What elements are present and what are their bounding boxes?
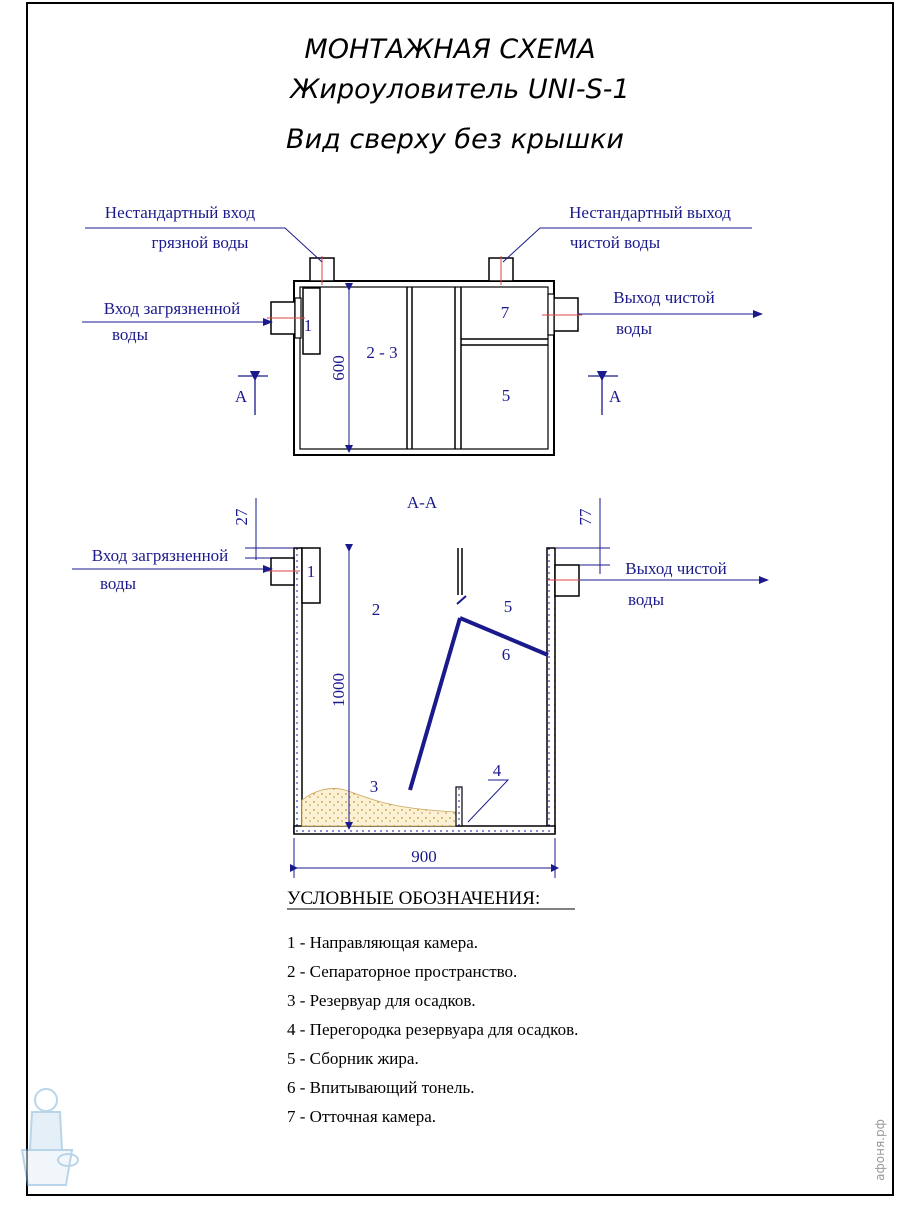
label-plan-inlet-2: воды: [112, 325, 148, 344]
section-label-6: 6: [501, 645, 511, 664]
label-section-outlet-1: Выход чистой: [625, 559, 727, 578]
section-mark-right: A: [608, 387, 622, 406]
section-mark-left: A: [234, 387, 248, 406]
legend-item: 4 - Перегородка резервуара для осадков.: [287, 1020, 579, 1039]
section-label-5: 5: [503, 597, 513, 616]
legend-item: 7 - Отточная камера.: [287, 1107, 437, 1126]
label-section-inlet-1: Вход загрязненной: [91, 546, 229, 565]
legend-title: УСЛОВНЫЕ ОБОЗНАЧЕНИЯ:: [287, 888, 541, 909]
section-dim-900: 900: [411, 847, 437, 866]
section-view: [72, 493, 768, 878]
section-label-1: 1: [306, 562, 316, 581]
label-section-inlet-2: воды: [100, 574, 136, 593]
section-bottom: [294, 826, 555, 834]
label-nonstd-outlet-2: чистой воды: [569, 233, 661, 252]
section-label-3: 3: [369, 777, 379, 796]
section-sediment-partition: [456, 787, 462, 826]
section-label-4: 4: [492, 761, 502, 780]
label-plan-outlet-2: воды: [616, 319, 652, 338]
section-dim-77: 77: [576, 508, 595, 526]
label-plan-outlet-1: Выход чистой: [613, 288, 715, 307]
watermark-text: афоня.рф: [873, 1119, 887, 1181]
section-inclined-plate: [410, 618, 460, 790]
legend-item: 5 - Сборник жира.: [287, 1049, 419, 1068]
section-label-2: 2: [371, 600, 381, 619]
plan-dim-600: 600: [329, 355, 348, 381]
sheet-border: [27, 3, 893, 1195]
legend-item: 1 - Направляющая камера.: [287, 933, 479, 952]
label-section-outlet-2: воды: [628, 590, 664, 609]
plan-label-1: 1: [303, 316, 313, 335]
section-right-wall: [547, 548, 555, 833]
plan-label-7: 7: [500, 303, 510, 322]
title-line-2: Жироуловитель UNI-S-1: [290, 74, 630, 105]
label-nonstd-inlet-1: Нестандартный вход: [104, 203, 256, 222]
title-line-3: Вид сверху без крышки: [286, 124, 624, 155]
section-dim-1000: 1000: [329, 673, 348, 707]
mascot-logo: [22, 1089, 78, 1185]
plan-label-23: 2 - 3: [366, 343, 398, 362]
legend: [287, 888, 578, 1126]
plan-label-5: 5: [501, 386, 511, 405]
legend-item: 6 - Впитывающий тонель.: [287, 1078, 475, 1097]
label-nonstd-inlet-2: грязной воды: [151, 233, 249, 252]
legend-item: 3 - Резервуар для осадков.: [287, 991, 476, 1010]
plan-view: [82, 203, 762, 455]
label-nonstd-outlet-1: Нестандартный выход: [569, 203, 731, 222]
label-plan-inlet-1: Вход загрязненной: [103, 299, 241, 318]
title-line-1: МОНТАЖНАЯ СХЕМА: [304, 34, 596, 65]
section-plate-top-tick: [457, 596, 466, 604]
sediment-fill: [302, 788, 458, 826]
leader-4: [468, 780, 508, 822]
section-dim-27: 27: [232, 508, 251, 526]
section-title: A-A: [406, 493, 438, 512]
legend-item: 2 - Сепараторное пространство.: [287, 962, 518, 981]
section-left-wall: [294, 548, 302, 833]
